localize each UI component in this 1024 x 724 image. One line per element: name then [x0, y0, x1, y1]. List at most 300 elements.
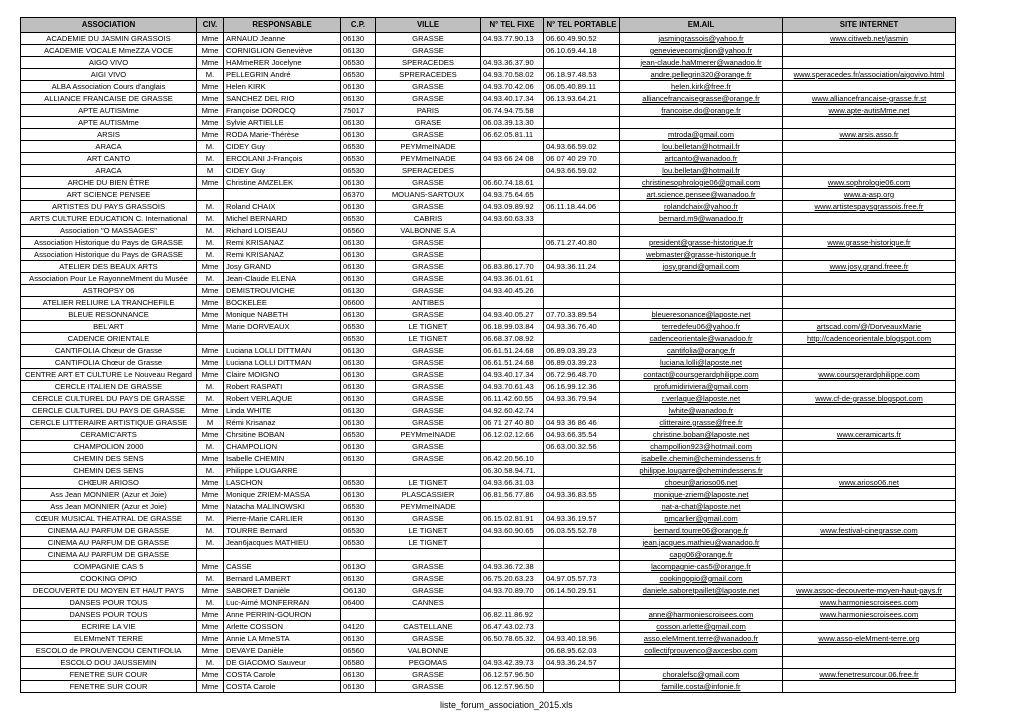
cell-email[interactable]: bernard.m9@wanadoo.fr — [620, 213, 783, 225]
cell-tel-portable — [544, 669, 620, 681]
cell-ville: GRASSE — [376, 285, 481, 297]
cell-cp: 06130 — [341, 669, 376, 681]
cell-email[interactable]: daniele.saboretpaillet@laposte.net — [620, 585, 783, 597]
table-row — [21, 333, 956, 345]
table-row — [21, 57, 956, 69]
cell-civ: Mme — [197, 309, 224, 321]
cell-civ: Mme — [197, 345, 224, 357]
cell-site-internet — [783, 153, 956, 165]
table-row — [21, 357, 956, 369]
cell-site-internet[interactable]: www.alliancefrancaise-grasse.fr.st — [783, 93, 956, 105]
cell-email[interactable]: clitteraire.grasse@free.fr — [620, 417, 783, 429]
cell-tel-portable: 04.97.05.57.73 — [544, 573, 620, 585]
cell-responsable: CIDEY Guy — [224, 165, 341, 177]
cell-civ: M — [197, 165, 224, 177]
cell-civ: Mme — [197, 117, 224, 129]
cell-tel-portable — [544, 57, 620, 69]
cell-site-internet — [783, 273, 956, 285]
cell-email[interactable]: cosson.arlette@gmail.com — [620, 621, 783, 633]
cell-civ: Mme — [197, 429, 224, 441]
table-row — [21, 549, 956, 561]
cell-email[interactable]: choralefsc@gmail.com — [620, 669, 783, 681]
cell-tel-portable: 06.03.55.52.78 — [544, 525, 620, 537]
cell-email[interactable]: cantifolia@orange.fr — [620, 345, 783, 357]
cell-tel-fixe: 06.68.37.08.92 — [481, 333, 544, 345]
cell-ville: CASTELLANE — [376, 621, 481, 633]
cell-site-internet — [783, 621, 956, 633]
cell-email[interactable]: bleueresonance@laposte.net — [620, 309, 783, 321]
cell-tel-portable: 04.93.66.35.54 — [544, 429, 620, 441]
cell-cp: 06130 — [341, 489, 376, 501]
table-row — [21, 621, 956, 633]
cell-tel-fixe: 04 93 66 24 08 — [481, 153, 544, 165]
cell-tel-fixe: 06.03.39.13.30 — [481, 117, 544, 129]
cell-email[interactable]: genevievecorniglion@yahoo.fr — [620, 45, 783, 57]
cell-email[interactable]: contact@coursgerardphilippe.com — [620, 369, 783, 381]
cell-tel-fixe: 06.61.51.24.68 — [481, 345, 544, 357]
cell-tel-portable — [544, 621, 620, 633]
cell-tel-fixe: 06.11.42.60.55 — [481, 393, 544, 405]
cell-responsable: LASCHON — [224, 477, 341, 489]
cell-site-internet[interactable]: www.asso-eleMment-terre.org — [783, 633, 956, 645]
cell-cp: 06130 — [341, 393, 376, 405]
associations-table — [20, 17, 956, 693]
cell-tel-fixe: 06.42.20.56.10 — [481, 453, 544, 465]
cell-association: ARACA — [21, 165, 197, 177]
cell-cp: 06130 — [341, 405, 376, 417]
cell-association: Ass Jean MONNIER (Azur et Joie) — [21, 501, 197, 513]
cell-email[interactable]: anne@harmoniescroisees.com — [620, 609, 783, 621]
cell-association: CENTRE ART ET CULTURE Le Nouveau Regard — [21, 369, 197, 381]
cell-cp: 06130 — [341, 357, 376, 369]
cell-ville: GRASSE — [376, 573, 481, 585]
cell-email[interactable]: helen.kirk@free.fr — [620, 81, 783, 93]
cell-site-internet — [783, 141, 956, 153]
cell-civ: M. — [197, 273, 224, 285]
cell-cp — [341, 549, 376, 561]
cell-civ: Mme — [197, 93, 224, 105]
cell-association: APTE AUTISMme — [21, 117, 197, 129]
cell-responsable: Remi KRISANAZ — [224, 249, 341, 261]
table-row — [21, 105, 956, 117]
cell-ville: PEYMmeINADE — [376, 429, 481, 441]
cell-association: ARACA — [21, 141, 197, 153]
cell-email[interactable]: jasmingrassois@yahoo.fr — [620, 33, 783, 45]
cell-ville: GRASSE — [376, 513, 481, 525]
cell-cp: 06130 — [341, 369, 376, 381]
table-row — [21, 273, 956, 285]
cell-email — [620, 117, 783, 129]
cell-site-internet[interactable]: www.coursgerardphilippe.com — [783, 369, 956, 381]
cell-responsable: Isabelle CHEMIN — [224, 453, 341, 465]
cell-tel-fixe: 04.93.40.17.34 — [481, 369, 544, 381]
cell-site-internet — [783, 513, 956, 525]
cell-site-internet — [783, 285, 956, 297]
cell-site-internet[interactable]: www.apte-autisMme.net — [783, 105, 956, 117]
cell-email[interactable]: christinesophrologie06@gmail.com — [620, 177, 783, 189]
cell-email[interactable]: christine.boban@laposte.net — [620, 429, 783, 441]
cell-tel-portable — [544, 681, 620, 693]
cell-tel-fixe: 06.18.99.03.84 — [481, 321, 544, 333]
cell-email[interactable]: monique-zriem@laposte.net — [620, 489, 783, 501]
cell-email — [620, 273, 783, 285]
cell-civ: Mme — [197, 633, 224, 645]
cell-civ: Mme — [197, 669, 224, 681]
cell-ville: LE TIGNET — [376, 321, 481, 333]
cell-tel-portable — [544, 465, 620, 477]
cell-ville: GRASE — [376, 117, 481, 129]
cell-email[interactable]: rolandchaix@yahoo.fr — [620, 201, 783, 213]
cell-responsable: Anne PERRIN-GOURON — [224, 609, 341, 621]
cell-tel-fixe: 04.93.36.72.38 — [481, 561, 544, 573]
cell-association: CINEMA AU PARFUM DE GRASSE — [21, 525, 197, 537]
cell-site-internet — [783, 537, 956, 549]
cell-responsable: Natacha MALINOWSKI — [224, 501, 341, 513]
cell-tel-portable: 06.11.18.44.06 — [544, 201, 620, 213]
cell-ville: GRASSE — [376, 81, 481, 93]
cell-site-internet[interactable]: www.artistespaysgrassois.free.fr — [783, 201, 956, 213]
cell-email[interactable]: jean.jacques.mathieu@wanadoo.fr — [620, 537, 783, 549]
cell-responsable: Claire MOIGNO — [224, 369, 341, 381]
cell-responsable: Philippe LOUGARRE — [224, 465, 341, 477]
cell-responsable: DE GIACOMO Sauveur — [224, 657, 341, 669]
cell-email[interactable]: champollion923@hotmail.com — [620, 441, 783, 453]
cell-responsable — [224, 333, 341, 345]
cell-site-internet[interactable]: www.harmoniescroisees.com — [783, 609, 956, 621]
cell-email[interactable]: asso.eleMment.terre@wanadoo.fr — [620, 633, 783, 645]
cell-site-internet[interactable]: www.grasse-historique.fr — [783, 237, 956, 249]
cell-cp: 06560 — [341, 225, 376, 237]
cell-ville: GRASSE — [376, 93, 481, 105]
table-row — [21, 345, 956, 357]
cell-association: AIGI VIVO — [21, 69, 197, 81]
cell-tel-fixe: 04.93.60.63.33 — [481, 213, 544, 225]
cell-association: Association Historique du Pays de GRASSE — [21, 249, 197, 261]
table-row — [21, 513, 956, 525]
cell-email[interactable]: pmcarlier@gmail.com — [620, 513, 783, 525]
cell-tel-portable: 06.68.95.62.03 — [544, 645, 620, 657]
cell-tel-portable: 06.16.99.12.36 — [544, 381, 620, 393]
cell-civ: Mme — [197, 561, 224, 573]
cell-responsable: Jean6jacques MATHIEU — [224, 537, 341, 549]
cell-tel-fixe: 04.93.70.89.70 — [481, 585, 544, 597]
table-row — [21, 177, 956, 189]
cell-email[interactable]: capg06@orange.fr — [620, 549, 783, 561]
cell-tel-fixe: 06 71 27 40 80 — [481, 417, 544, 429]
cell-responsable: Robert RASPATI — [224, 381, 341, 393]
table-row — [21, 573, 956, 585]
cell-cp: 06130 — [341, 573, 376, 585]
cell-association: CHEMIN DES SENS — [21, 453, 197, 465]
cell-responsable: Josy GRAND — [224, 261, 341, 273]
cell-tel-fixe — [481, 237, 544, 249]
table-row — [21, 429, 956, 441]
cell-site-internet — [783, 165, 956, 177]
cell-cp: 06530 — [341, 153, 376, 165]
cell-email[interactable]: lou.belletan@hotmail.fr — [620, 165, 783, 177]
cell-site-internet[interactable]: http://cadenceorientale.blogspot.com — [783, 333, 956, 345]
cell-ville: VALBONNE — [376, 645, 481, 657]
cell-ville: GRASSE — [376, 177, 481, 189]
cell-email[interactable]: lwhite@wanadoo.fr — [620, 405, 783, 417]
cell-responsable: ARNAUD Jeanne — [224, 33, 341, 45]
cell-cp — [341, 465, 376, 477]
column-header-cp: C.P. — [341, 18, 376, 33]
cell-ville: MOUANS-SARTOUX — [376, 189, 481, 201]
cell-tel-fixe: 06.12.57.96.50 — [481, 681, 544, 693]
table-row — [21, 561, 956, 573]
cell-civ: M. — [197, 465, 224, 477]
cell-civ: Mme — [197, 621, 224, 633]
table-row — [21, 405, 956, 417]
cell-site-internet[interactable]: www.cf-de-grasse.blogspot.com — [783, 393, 956, 405]
cell-email[interactable]: mtroda@gmail.com — [620, 129, 783, 141]
cell-site-internet[interactable]: www.citiweb.net/jasmin — [783, 33, 956, 45]
table-row — [21, 477, 956, 489]
cell-tel-fixe: 06.74.94.75.58 — [481, 105, 544, 117]
cell-email[interactable]: isabelle.chemin@chemindessens.fr — [620, 453, 783, 465]
cell-ville: SPERACEDES — [376, 57, 481, 69]
cell-responsable: Linda WHITE — [224, 405, 341, 417]
cell-email[interactable]: philippe.lougarre@chemindessens.fr — [620, 465, 783, 477]
cell-ville: VALBONNE S.A — [376, 225, 481, 237]
cell-responsable: Luc-Aimé MONFERRAN — [224, 597, 341, 609]
cell-email[interactable]: jean-claude.haMmerer@wanadoo.fr — [620, 57, 783, 69]
cell-site-internet[interactable]: www.harmoniescroisees.com — [783, 597, 956, 609]
cell-responsable: Annie LA MmeSTA — [224, 633, 341, 645]
table-row — [21, 141, 956, 153]
cell-responsable: Michel BERNARD — [224, 213, 341, 225]
cell-cp: 06580 — [341, 657, 376, 669]
cell-civ: M — [197, 417, 224, 429]
cell-tel-fixe: 04.93.70.58.02 — [481, 69, 544, 81]
cell-civ: Mme — [197, 285, 224, 297]
cell-ville: GRASSE — [376, 45, 481, 57]
cell-association: ARCHE DU BIEN ÊTRE — [21, 177, 197, 189]
cell-site-internet[interactable]: www.josy.grand.freee.fr — [783, 261, 956, 273]
cell-responsable: CHAMPOLION — [224, 441, 341, 453]
cell-site-internet[interactable]: www.assoc-decouverte-moyen-haut-pays.fr — [783, 585, 956, 597]
cell-civ: Mme — [197, 645, 224, 657]
cell-email[interactable]: r.verlaque@laposte.net — [620, 393, 783, 405]
column-header-ville: VILLE — [376, 18, 481, 33]
cell-civ: M. — [197, 393, 224, 405]
cell-site-internet[interactable]: www.arioso06.net — [783, 477, 956, 489]
cell-email[interactable]: webmaster@grasse-historique.fr — [620, 249, 783, 261]
table-row — [21, 633, 956, 645]
cell-association: ART SCIENCE PENSEE — [21, 189, 197, 201]
cell-tel-portable — [544, 189, 620, 201]
cell-responsable: Françoise DOROCQ — [224, 105, 341, 117]
cell-association: ARTS CULTURE EDUCATION C. International — [21, 213, 197, 225]
cell-tel-fixe: 04.93.40.05.27 — [481, 309, 544, 321]
cell-tel-fixe: 06.60.74.18.61 — [481, 177, 544, 189]
cell-tel-fixe: 04.93.60.90.65 — [481, 525, 544, 537]
cell-cp: 06530 — [341, 537, 376, 549]
cell-email[interactable]: andre.pellegrin320@orange.fr — [620, 69, 783, 81]
cell-email[interactable]: famille.costa@infonie.fr — [620, 681, 783, 693]
cell-civ: M. — [197, 69, 224, 81]
cell-tel-portable — [544, 225, 620, 237]
cell-email[interactable]: lacompagnie-cas5@orange.fr — [620, 561, 783, 573]
cell-ville — [376, 609, 481, 621]
cell-association: CADENCE ORIENTALE — [21, 333, 197, 345]
cell-responsable: Luciana LOLLI DITTMAN — [224, 357, 341, 369]
cell-email[interactable]: president@grasse-historique.fr — [620, 237, 783, 249]
cell-tel-fixe: 06.50.78.65.32. — [481, 633, 544, 645]
cell-cp — [341, 609, 376, 621]
cell-ville: GRASSE — [376, 585, 481, 597]
cell-email[interactable]: terredefeu06@yahoo.fr — [620, 321, 783, 333]
cell-civ: Mme — [197, 489, 224, 501]
cell-ville: SPRERACEDES — [376, 69, 481, 81]
cell-cp: 06130 — [341, 681, 376, 693]
cell-tel-portable — [544, 561, 620, 573]
cell-site-internet — [783, 117, 956, 129]
cell-association: ESCOLO de PROUVENCOU CENTIFOLIA — [21, 645, 197, 657]
cell-association: FENETRE SUR COUR — [21, 681, 197, 693]
cell-site-internet — [783, 45, 956, 57]
table-row — [21, 33, 956, 45]
cell-cp: 06130 — [341, 81, 376, 93]
cell-cp: 06530 — [341, 501, 376, 513]
cell-cp: 06130 — [341, 201, 376, 213]
cell-email[interactable]: profumidiriviera@gmail.com — [620, 381, 783, 393]
cell-email[interactable]: cookingopio@gmail.com — [620, 573, 783, 585]
cell-site-internet[interactable]: www.arsis.asso.fr — [783, 129, 956, 141]
cell-tel-fixe: 04.93.70.61.43 — [481, 381, 544, 393]
cell-cp: 06130 — [341, 441, 376, 453]
cell-cp: 06370 — [341, 189, 376, 201]
cell-site-internet[interactable]: www.sophrologie06.com — [783, 177, 956, 189]
cell-ville: CABRIS — [376, 213, 481, 225]
cell-ville: GRASSE — [376, 633, 481, 645]
cell-ville: PARIS — [376, 105, 481, 117]
cell-email[interactable]: francoise.do@orange.fr — [620, 105, 783, 117]
cell-association: ELEMmeNT TERRE — [21, 633, 197, 645]
cell-email[interactable]: cadenceorientale@wanadoo.fr — [620, 333, 783, 345]
cell-site-internet — [783, 309, 956, 321]
cell-association: ALLIANCE FRANCAISE DE GRASSE — [21, 93, 197, 105]
cell-tel-fixe: 06.61.51.24.68 — [481, 357, 544, 369]
cell-cp: 06130 — [341, 93, 376, 105]
cell-tel-portable — [544, 405, 620, 417]
cell-cp: 06130 — [341, 249, 376, 261]
table-row — [21, 417, 956, 429]
cell-association: ATELIER RELIURE LA TRANCHEFILE — [21, 297, 197, 309]
cell-ville: GRASSE — [376, 261, 481, 273]
cell-tel-portable: 04.93.36.76.40 — [544, 321, 620, 333]
cell-cp: 06130 — [341, 513, 376, 525]
cell-responsable: Jean-Claude ELENA — [224, 273, 341, 285]
table-row — [21, 285, 956, 297]
cell-email[interactable]: collectifprouvenco@axcesbo.com — [620, 645, 783, 657]
cell-tel-portable — [544, 333, 620, 345]
sheet-filename: liste_forum_association_2015.xls — [440, 700, 573, 710]
cell-responsable: Pierre-Marie CARLIER — [224, 513, 341, 525]
column-header-civ: CIV. — [197, 18, 224, 33]
cell-tel-fixe: 04.93.77.90.13 — [481, 33, 544, 45]
cell-site-internet[interactable]: www.festival-cinegrasse.com — [783, 525, 956, 537]
cell-civ: M. — [197, 249, 224, 261]
cell-site-internet — [783, 501, 956, 513]
cell-site-internet[interactable]: www.fenetresurcour.06.free.fr — [783, 669, 956, 681]
cell-cp: 06130 — [341, 237, 376, 249]
cell-site-internet[interactable]: www.a-asp.org — [783, 189, 956, 201]
cell-association: BEL'ART — [21, 321, 197, 333]
cell-civ: Mme — [197, 357, 224, 369]
cell-association: DECOUVERTE DU MOYEN ET HAUT PAYS — [21, 585, 197, 597]
column-header-tel-portable: N° TEL PORTABLE — [544, 18, 620, 33]
table-row — [21, 489, 956, 501]
cell-tel-portable — [544, 273, 620, 285]
cell-email[interactable]: art.science.pensee@wanadoo.fr — [620, 189, 783, 201]
cell-association: ARSIS — [21, 129, 197, 141]
cell-tel-portable — [544, 177, 620, 189]
cell-association: CERCLE LITTERAIRE ARTISTIQUE GRASSE — [21, 417, 197, 429]
cell-responsable: HAMmeRER Jocelyne — [224, 57, 341, 69]
cell-tel-fixe: 06.12.57.96.50 — [481, 669, 544, 681]
cell-tel-fixe: 06.81.56.77.86 — [481, 489, 544, 501]
cell-responsable: CIDEY Guy — [224, 141, 341, 153]
table-row — [21, 249, 956, 261]
cell-email[interactable]: lou.belletan@hotmail.fr — [620, 141, 783, 153]
table-row — [21, 129, 956, 141]
cell-ville: GRASSE — [376, 453, 481, 465]
cell-tel-portable: 06.71.27.40.80 — [544, 237, 620, 249]
cell-email[interactable]: bernard.tourre06@orange.fr — [620, 525, 783, 537]
cell-tel-fixe: 06.12.02.12.66 — [481, 429, 544, 441]
cell-cp: 06530 — [341, 333, 376, 345]
cell-tel-portable: 04.93.40.18.96 — [544, 633, 620, 645]
cell-tel-fixe: 04.93.70.42.06 — [481, 81, 544, 93]
cell-responsable: Richard LOISEAU — [224, 225, 341, 237]
cell-email[interactable]: artcanto@wanadoo.fr — [620, 153, 783, 165]
cell-ville: GRASSE — [376, 405, 481, 417]
column-header-tel-fixe: N° TEL FIXE — [481, 18, 544, 33]
cell-responsable: PELLEGRIN André — [224, 69, 341, 81]
cell-tel-portable: 06.60.49.90.52 — [544, 33, 620, 45]
cell-email[interactable]: alliancefrancaisegrasse@orange.fr — [620, 93, 783, 105]
cell-email[interactable]: josy.grand@gmail.com — [620, 261, 783, 273]
table-row — [21, 585, 956, 597]
cell-ville: GRASSE — [376, 441, 481, 453]
cell-responsable: Marie DORVEAUX — [224, 321, 341, 333]
cell-tel-fixe: 06.62.05.81.11 — [481, 129, 544, 141]
cell-email[interactable]: choeur@arioso06.net — [620, 477, 783, 489]
cell-site-internet[interactable]: artscad.com/@/DorveauxMarie — [783, 321, 956, 333]
cell-civ: Mme — [197, 609, 224, 621]
cell-ville: GRASSE — [376, 309, 481, 321]
cell-site-internet[interactable]: www.speracedes.fr/association/aigovivo.html — [783, 69, 956, 81]
cell-ville: SPERACEDES — [376, 165, 481, 177]
cell-tel-portable: 06.10.69.44.18 — [544, 45, 620, 57]
cell-tel-portable — [544, 537, 620, 549]
cell-responsable: ERCOLANI J-François — [224, 153, 341, 165]
table-row — [21, 537, 956, 549]
cell-responsable: Roland CHAIX — [224, 201, 341, 213]
cell-tel-portable: 04.93.36.19.57 — [544, 513, 620, 525]
cell-civ: Mme — [197, 57, 224, 69]
cell-association: FENETRE SUR COUR — [21, 669, 197, 681]
cell-cp: 06130 — [341, 285, 376, 297]
cell-email[interactable]: luciana.lolli@laposte.net — [620, 357, 783, 369]
cell-tel-portable: 04.93.36.11.24 — [544, 261, 620, 273]
cell-tel-portable: 06.89.03.39.23 — [544, 357, 620, 369]
cell-site-internet[interactable]: www.ceramicarts.fr — [783, 429, 956, 441]
cell-association: BLEUE RESONNANCE — [21, 309, 197, 321]
cell-email[interactable]: nat-a-chat@laposte.net — [620, 501, 783, 513]
